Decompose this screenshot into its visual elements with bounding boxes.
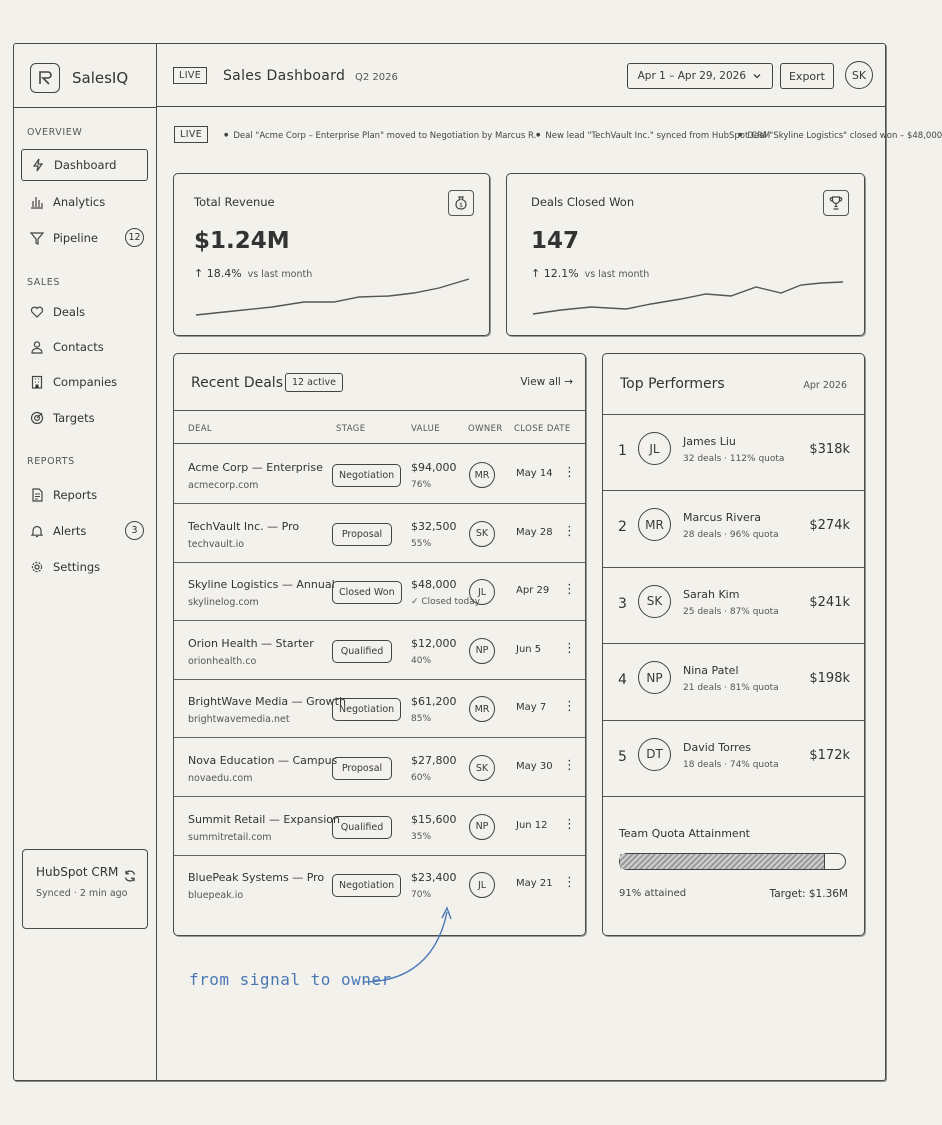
sidebar-item-label: Targets (53, 411, 95, 425)
deal-domain: orionhealth.co (188, 655, 257, 667)
svg-text:$: $ (459, 202, 463, 209)
deal-value: $48,000 (411, 578, 457, 592)
sidebar-item-label: Analytics (53, 195, 106, 209)
deal-probability: 76% (411, 480, 432, 490)
deal-name[interactable]: TechVault Inc. — Pro (188, 519, 300, 533)
stage-badge: Negotiation (332, 874, 401, 897)
ticker-item[interactable]: ● New lead "TechVault Inc." synced from HubSpot CRM (536, 131, 770, 141)
performer-row[interactable] (603, 720, 864, 796)
close-date: May 28 (516, 526, 553, 538)
live-badge: LIVE (173, 67, 207, 84)
column-header[interactable]: STAGE (336, 424, 366, 434)
page-title: Sales Dashboard (223, 68, 346, 84)
table-row[interactable] (174, 798, 585, 856)
performer-amount: $172k (809, 747, 850, 763)
kpi-delta-caption: vs last month (247, 269, 313, 280)
card-title: Top Performers (620, 376, 725, 392)
deal-name[interactable]: BluePeak Systems — Pro (188, 871, 325, 885)
performer-amount: $241k (809, 594, 850, 610)
crm-sync-status: Synced · 2 min ago (36, 888, 128, 899)
close-date: Jun 12 (516, 819, 548, 831)
heart-icon (29, 304, 45, 320)
deal-domain: acmecorp.com (188, 480, 259, 491)
person-icon (29, 339, 45, 355)
quota-attained: 91% attained (619, 888, 687, 899)
deal-probability: 85% (411, 714, 432, 725)
date-range-picker[interactable] (627, 63, 773, 89)
crm-sync-card[interactable] (22, 849, 148, 929)
sidebar (14, 44, 157, 1080)
performer-row[interactable] (603, 490, 864, 566)
performer-stats: 32 deals · 112% quota (683, 454, 785, 464)
quarter-label: Q2 2026 (355, 72, 398, 83)
chevron-down-icon (752, 71, 762, 81)
kpi-delta-value: ↑ 18.4% (194, 267, 242, 280)
bolt-icon (30, 157, 46, 173)
performer-avatar: MR (638, 508, 671, 541)
deal-name[interactable]: Skyline Logistics — Annual (188, 578, 335, 592)
deal-domain: skylinelog.com (188, 597, 259, 609)
pipeline-count-badge: 12 (125, 228, 144, 247)
stage-badge: Closed Won (332, 581, 402, 604)
more-options-icon[interactable]: ⋮ (563, 816, 576, 832)
performer-stats: 18 deals · 74% quota (683, 759, 779, 770)
stage-badge: Negotiation (332, 464, 401, 487)
deal-value: $12,000 (411, 636, 457, 650)
performer-avatar: DT (638, 738, 671, 771)
bar-chart-icon (29, 194, 45, 210)
app-name: SalesIQ (72, 69, 129, 87)
owner-avatar[interactable]: NP (469, 638, 495, 664)
kpi-value: $1.24M (194, 228, 290, 254)
performer-name: Nina Patel (683, 664, 739, 678)
refresh-icon[interactable] (123, 868, 137, 887)
deal-probability: 70% (411, 890, 432, 901)
owner-avatar[interactable]: MR (469, 696, 495, 722)
sidebar-item-label: Settings (53, 560, 101, 574)
deal-probability: 35% (411, 831, 432, 842)
more-options-icon[interactable]: ⋮ (563, 758, 576, 773)
section-label-reports: REPORTS (27, 456, 75, 467)
sidebar-item-label: Pipeline (53, 231, 99, 245)
document-icon (29, 487, 45, 503)
gear-icon (29, 559, 45, 575)
rank-number: 1 (618, 443, 627, 459)
deal-value: $32,500 (411, 519, 457, 533)
table-row[interactable] (174, 505, 585, 563)
kpi-label: Deals Closed Won (531, 195, 635, 209)
kpi-delta-caption: vs last month (584, 269, 650, 280)
column-header[interactable]: CLOSE DATE (514, 424, 571, 434)
more-options-icon[interactable]: ⋮ (563, 875, 576, 891)
sidebar-item-label: Alerts (53, 524, 87, 538)
sidebar-item-pipeline[interactable] (21, 222, 148, 254)
crm-name: HubSpot CRM (36, 865, 119, 879)
period-label: Apr 2026 (803, 380, 847, 391)
close-date: May 7 (516, 702, 547, 714)
deal-value: $94,000 (411, 461, 457, 474)
recent-deals-card (173, 353, 586, 936)
deal-name[interactable]: Nova Education — Campus (188, 754, 338, 767)
table-row[interactable] (174, 739, 585, 797)
performer-name: Marcus Rivera (683, 511, 761, 525)
performer-avatar: NP (638, 661, 671, 694)
annotation-text: from signal to owner (189, 970, 392, 989)
team-quota-section (603, 796, 864, 934)
performer-row[interactable] (603, 567, 864, 643)
sidebar-item-dashboard[interactable] (21, 149, 148, 181)
owner-avatar[interactable]: JL (469, 872, 495, 898)
deals-sparkline (531, 269, 846, 319)
owner-avatar[interactable]: SK (469, 755, 495, 781)
deal-value: $23,400 (411, 871, 457, 885)
deal-domain: techvault.io (188, 538, 245, 550)
deal-domain: brightwavemedia.net (188, 714, 290, 726)
sidebar-item-label: Deals (53, 305, 86, 319)
more-options-icon[interactable]: ⋮ (563, 699, 576, 715)
performer-name: Sarah Kim (683, 587, 740, 601)
export-button[interactable]: Export (780, 63, 834, 89)
stage-badge: Negotiation (332, 698, 401, 721)
stage-badge: Proposal (332, 523, 392, 546)
sidebar-item-label: Companies (53, 375, 118, 389)
sidebar-item-alerts[interactable] (21, 515, 148, 547)
bell-icon (29, 523, 45, 539)
activity-ticker (174, 124, 942, 148)
deal-name[interactable]: BrightWave Media — Growth (188, 695, 346, 709)
trophy-icon (823, 190, 849, 216)
ticker-item[interactable]: ● Deal "Acme Corp – Enterprise Plan" moved to Negotiation by Marcus R. (224, 131, 536, 141)
section-label-overview: OVERVIEW (27, 127, 83, 138)
revenue-sparkline (194, 269, 474, 319)
close-date: Jun 5 (516, 643, 542, 655)
deal-domain: novaedu.com (188, 773, 253, 784)
performer-avatar: SK (638, 585, 671, 618)
view-all-link[interactable]: View all → (520, 376, 573, 388)
kpi-card-deals-won[interactable] (506, 173, 865, 336)
performer-name: James Liu (683, 435, 736, 448)
stage-badge: Qualified (332, 640, 392, 663)
deal-probability: 60% (411, 773, 432, 783)
funnel-icon (29, 230, 45, 246)
close-date: May 14 (516, 468, 553, 479)
stage-badge: Qualified (332, 816, 392, 839)
kpi-card-revenue[interactable] (173, 173, 490, 336)
quota-title: Team Quota Attainment (619, 827, 750, 840)
top-performers-card (602, 353, 865, 936)
sidebar-item-settings[interactable] (21, 551, 148, 583)
money-bag-icon (448, 190, 474, 216)
table-header (174, 410, 585, 444)
kpi-label: Total Revenue (194, 195, 275, 209)
more-options-icon[interactable]: ⋮ (563, 465, 576, 480)
owner-avatar[interactable]: MR (469, 462, 495, 488)
section-label-sales: SALES (27, 277, 61, 288)
active-count-badge: 12 active (285, 373, 343, 392)
performer-avatar: JL (638, 432, 671, 465)
target-icon (29, 410, 45, 426)
brand[interactable] (30, 62, 128, 94)
kpi-delta-value: ↑ 12.1% (531, 267, 579, 280)
table-row[interactable] (174, 622, 585, 680)
more-options-icon[interactable]: ⋮ (563, 523, 576, 539)
alerts-count-badge: 3 (125, 521, 144, 540)
quota-progress-bar (619, 853, 846, 870)
table-row[interactable] (174, 446, 585, 504)
deal-value: $15,600 (411, 812, 457, 826)
deal-name[interactable]: Acme Corp — Enterprise (188, 461, 323, 474)
sidebar-item-label: Reports (53, 488, 98, 502)
kpi-value: 147 (531, 228, 580, 254)
rank-number: 2 (618, 519, 627, 536)
owner-avatar[interactable]: NP (469, 814, 495, 840)
date-range-label: Apr 1 – Apr 29, 2026 (637, 70, 746, 82)
sidebar-item-contacts[interactable] (21, 331, 148, 363)
rank-number: 3 (618, 595, 627, 612)
sidebar-item-label: Dashboard (54, 158, 117, 172)
more-options-icon[interactable]: ⋮ (563, 640, 576, 656)
column-header[interactable]: OWNER (468, 424, 503, 434)
deal-probability: ✓ Closed today (411, 597, 481, 608)
stage-badge: Proposal (332, 757, 392, 780)
deal-name[interactable]: Summit Retail — Expansion (188, 812, 340, 826)
deal-probability: 55% (411, 538, 432, 549)
rank-number: 5 (618, 748, 627, 765)
quota-progress-fill (620, 854, 825, 869)
deal-domain: summitretail.com (188, 831, 272, 843)
performer-row[interactable] (603, 643, 864, 719)
brand-logo-icon (30, 63, 60, 93)
table-row[interactable] (174, 680, 585, 738)
rank-number: 4 (618, 672, 627, 689)
deal-probability: 40% (411, 655, 432, 666)
quota-target: Target: $1.36M (769, 888, 848, 900)
performer-stats: 21 deals · 81% quota (683, 683, 779, 694)
performer-row[interactable] (603, 414, 864, 490)
divider (14, 107, 157, 108)
sidebar-item-analytics[interactable] (21, 186, 148, 218)
table-row[interactable] (174, 563, 585, 621)
deal-value: $61,200 (411, 695, 457, 709)
deal-name[interactable]: Orion Health — Starter (188, 636, 314, 650)
ticker-item[interactable]: ● Deal "Skyline Logistics" closed won – $48,000 (738, 131, 942, 141)
column-header[interactable]: VALUE (411, 424, 440, 434)
column-header[interactable]: DEAL (188, 424, 213, 434)
sidebar-item-companies[interactable] (21, 366, 148, 398)
owner-avatar[interactable]: SK (469, 521, 495, 547)
deal-value: $27,800 (411, 754, 457, 767)
performer-amount: $274k (809, 518, 850, 534)
close-date: Apr 29 (516, 585, 550, 597)
performer-stats: 28 deals · 96% quota (683, 530, 779, 541)
building-icon (29, 374, 45, 390)
sidebar-item-targets[interactable] (21, 402, 148, 434)
performer-amount: $198k (809, 671, 850, 687)
close-date: May 30 (516, 761, 553, 772)
user-avatar[interactable]: SK (845, 61, 873, 89)
top-bar (157, 44, 885, 107)
ticker-live-badge: LIVE (174, 126, 208, 143)
card-title: Recent Deals (191, 375, 283, 391)
deal-domain: bluepeak.io (188, 890, 244, 902)
performer-stats: 25 deals · 87% quota (683, 606, 779, 617)
performer-amount: $318k (809, 442, 850, 457)
owner-avatar[interactable]: JL (469, 579, 495, 605)
performer-name: David Torres (683, 740, 751, 754)
more-options-icon[interactable]: ⋮ (563, 582, 576, 598)
sidebar-item-reports[interactable] (21, 479, 148, 511)
sidebar-item-label: Contacts (53, 340, 104, 354)
close-date: May 21 (516, 878, 553, 890)
sidebar-item-deals[interactable] (21, 296, 148, 328)
